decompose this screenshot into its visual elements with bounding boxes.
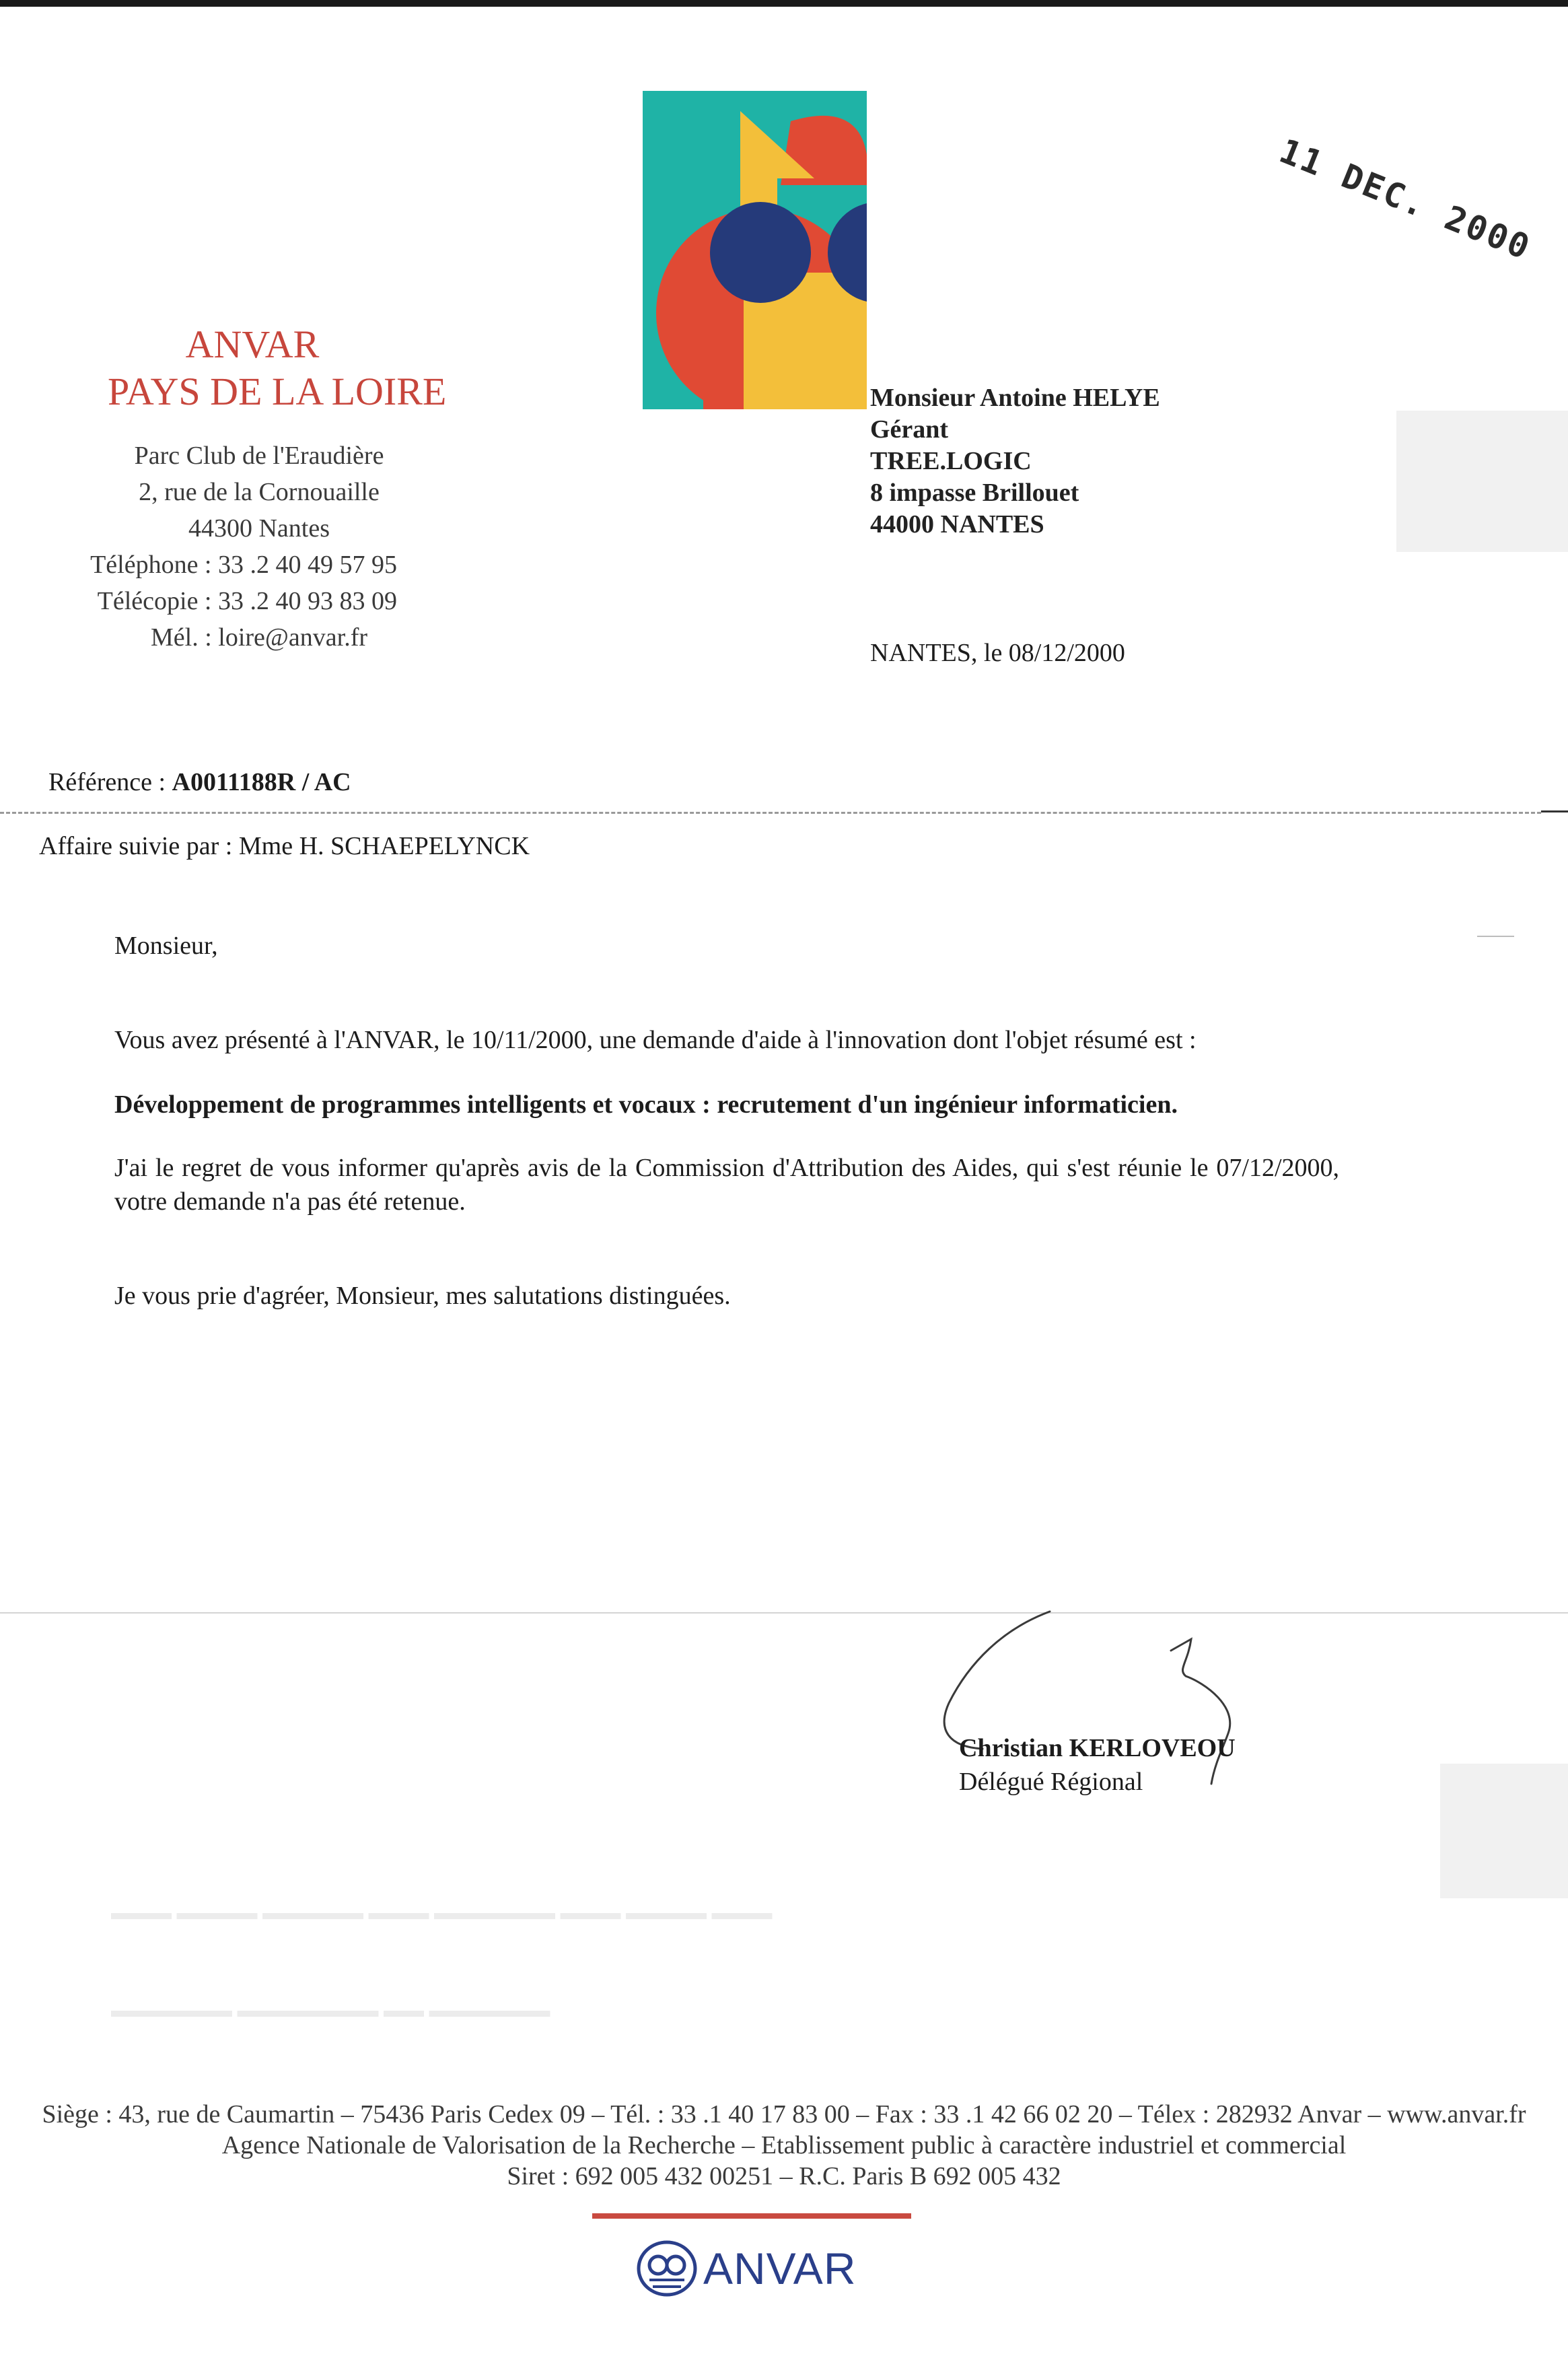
- sender-address-line: Parc Club de l'Eraudière: [134, 442, 384, 470]
- show-through-text: ▬▬▬ ▬▬▬▬ ▬▬▬ ▬▬▬▬▬▬ ▬▬▬ ▬▬▬▬▬ ▬▬▬▬ ▬▬▬: [111, 1902, 773, 1924]
- show-through-text: ▬▬▬▬▬▬ ▬▬ ▬▬▬▬▬▬▬ ▬▬▬▬▬▬: [111, 1999, 550, 2021]
- recipient-street: 8 impasse Brillouet: [870, 479, 1079, 507]
- reference-line: [48, 767, 351, 797]
- paper-fold-mark: [1477, 936, 1514, 937]
- reference-value: A0011188R / AC: [172, 768, 351, 796]
- footer-registration: Siret : 692 005 432 00251 – R.C. Paris B 692 005 432: [507, 2162, 1061, 2190]
- sender-address-line: 44300 Nantes: [188, 514, 330, 543]
- letter-paragraph: Vous avez présenté à l'ANVAR, le 10/11/2000, une demande d'aide à l'innovation dont l'objet résumé est :: [114, 1026, 1197, 1054]
- letter-date: NANTES, le 08/12/2000: [870, 639, 1125, 667]
- scan-shadow: [1396, 411, 1568, 552]
- sender-org-name: ANVAR: [185, 322, 320, 366]
- sender-address-line: 2, rue de la Cornouaille: [139, 478, 380, 506]
- sender-address-block: [47, 438, 397, 656]
- logo-navy-circle-left: [710, 202, 811, 303]
- letter-closing: Je vous prie d'agréer, Monsieur, mes salutations distinguées.: [114, 1282, 731, 1310]
- recipient-title: Gérant: [870, 415, 949, 444]
- perforation-edge-mark: [1541, 810, 1568, 812]
- sender-region: PAYS DE LA LOIRE: [108, 370, 447, 413]
- recipient-address-block: [870, 382, 1160, 541]
- sender-phone: Téléphone : 33 .2 40 49 57 95: [90, 551, 397, 579]
- recipient-company: TREE.LOGIC: [870, 447, 1032, 475]
- footer: [0, 2099, 1568, 2192]
- footer-head-office: Siège : 43, rue de Caumartin – 75436 Paris Cedex 09 – Tél. : 33 .1 40 17 83 00 – Fax : 33 .1 42 66 02 20 – Télex : 282932 Anvar – www.anvar.fr: [42, 2100, 1526, 2128]
- paper-fold-line: [0, 1612, 1568, 1614]
- reference-label: Référence :: [48, 768, 172, 796]
- scan-shadow: [1440, 1764, 1568, 1898]
- received-date-stamp: 11 DEC. 2000: [1274, 131, 1537, 268]
- signature-block: [959, 1731, 1236, 1799]
- letter-paragraph: J'ai le regret de vous informer qu'après avis de la Commission d'Attribution des Aides, qui s'est réunie le 07/12/2000, votre demande n'a pas été retenue.: [114, 1154, 1339, 1216]
- perforation-line: [0, 812, 1541, 814]
- page-top-edge: [0, 0, 1568, 7]
- footer-logo-text: ANVAR: [703, 2244, 857, 2293]
- recipient-name: Monsieur Antoine HELYE: [870, 384, 1160, 412]
- signer-role: Délégué Régional: [959, 1768, 1143, 1796]
- owl-emblem-icon: [636, 2240, 698, 2297]
- case-handler-line: Affaire suivie par : Mme H. SCHAEPELYNCK: [39, 832, 530, 860]
- anvar-logo-artwork: [643, 91, 867, 409]
- footer-logo: [636, 2238, 857, 2299]
- recipient-city: 44000 NANTES: [870, 510, 1044, 539]
- letter-subject: Développement de programmes intelligents et vocaux : recrutement d'un ingénieur informaticien.: [114, 1090, 1178, 1119]
- footer-agency: Agence Nationale de Valorisation de la Recherche – Etablissement public à caractère industriel et commercial: [221, 2131, 1347, 2159]
- signer-name: Christian KERLOVEOU: [959, 1734, 1236, 1762]
- sender-fax: Télécopie : 33 .2 40 93 83 09: [97, 587, 397, 615]
- letter-salutation: Monsieur,: [114, 932, 218, 960]
- sender-email: Mél. : loire@anvar.fr: [151, 623, 367, 652]
- footer-red-rule: [592, 2213, 911, 2219]
